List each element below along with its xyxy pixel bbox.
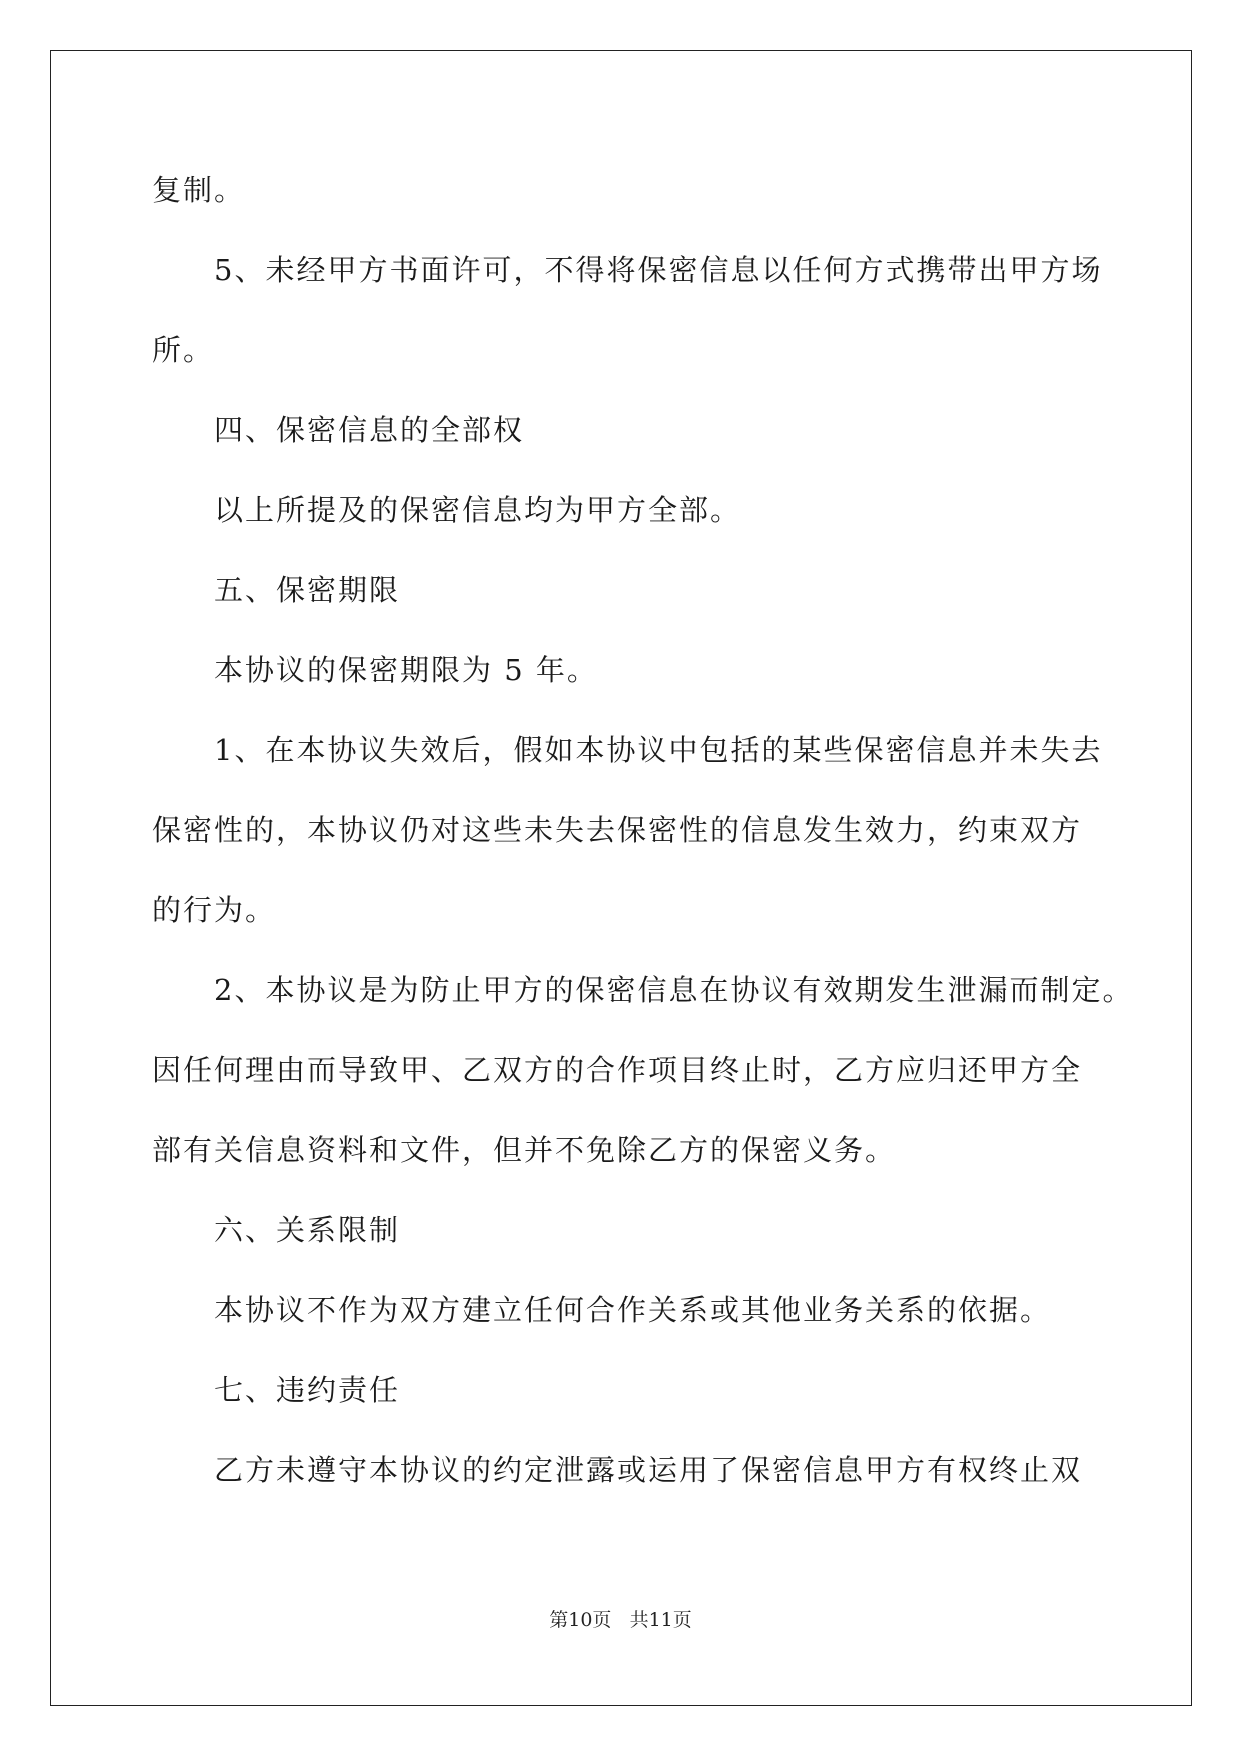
- text-line: 因任何理由而导致甲、乙双方的合作项目终止时，乙方应归还甲方全: [152, 1053, 1083, 1087]
- total-page-count: 共11页: [629, 1609, 692, 1631]
- text-line: 5、未经甲方书面许可，不得将保密信息以任何方式携带出甲方场: [214, 253, 1103, 287]
- current-page-number: 第10页: [549, 1609, 612, 1631]
- text-line: 复制。: [152, 173, 246, 207]
- section-heading: 七、违约责任: [214, 1373, 401, 1407]
- text-line: 以上所提及的保密信息均为甲方全部。: [214, 493, 742, 527]
- text-line: 乙方未遵守本协议的约定泄露或运用了保密信息甲方有权终止双: [214, 1453, 1083, 1487]
- text-line: 所。: [152, 333, 215, 367]
- text-line: 本协议不作为双方建立任何合作关系或其他业务关系的依据。: [214, 1293, 1052, 1327]
- text-line: 本协议的保密期限为 5 年。: [214, 653, 598, 687]
- section-heading: 四、保密信息的全部权: [214, 413, 525, 447]
- section-heading: 五、保密期限: [214, 573, 401, 607]
- page-footer: [0, 1608, 1241, 1632]
- text-line: 2、本协议是为防止甲方的保密信息在协议有效期发生泄漏而制定。: [214, 973, 1134, 1007]
- text-line: 保密性的，本协议仍对这些未失去保密性的信息发生效力，约束双方: [152, 813, 1083, 847]
- text-line: 的行为。: [152, 893, 277, 927]
- section-heading: 六、关系限制: [214, 1213, 401, 1247]
- text-line: 部有关信息资料和文件，但并不免除乙方的保密义务。: [152, 1133, 897, 1167]
- text-line: 1、在本协议失效后，假如本协议中包括的某些保密信息并未失去: [214, 733, 1103, 767]
